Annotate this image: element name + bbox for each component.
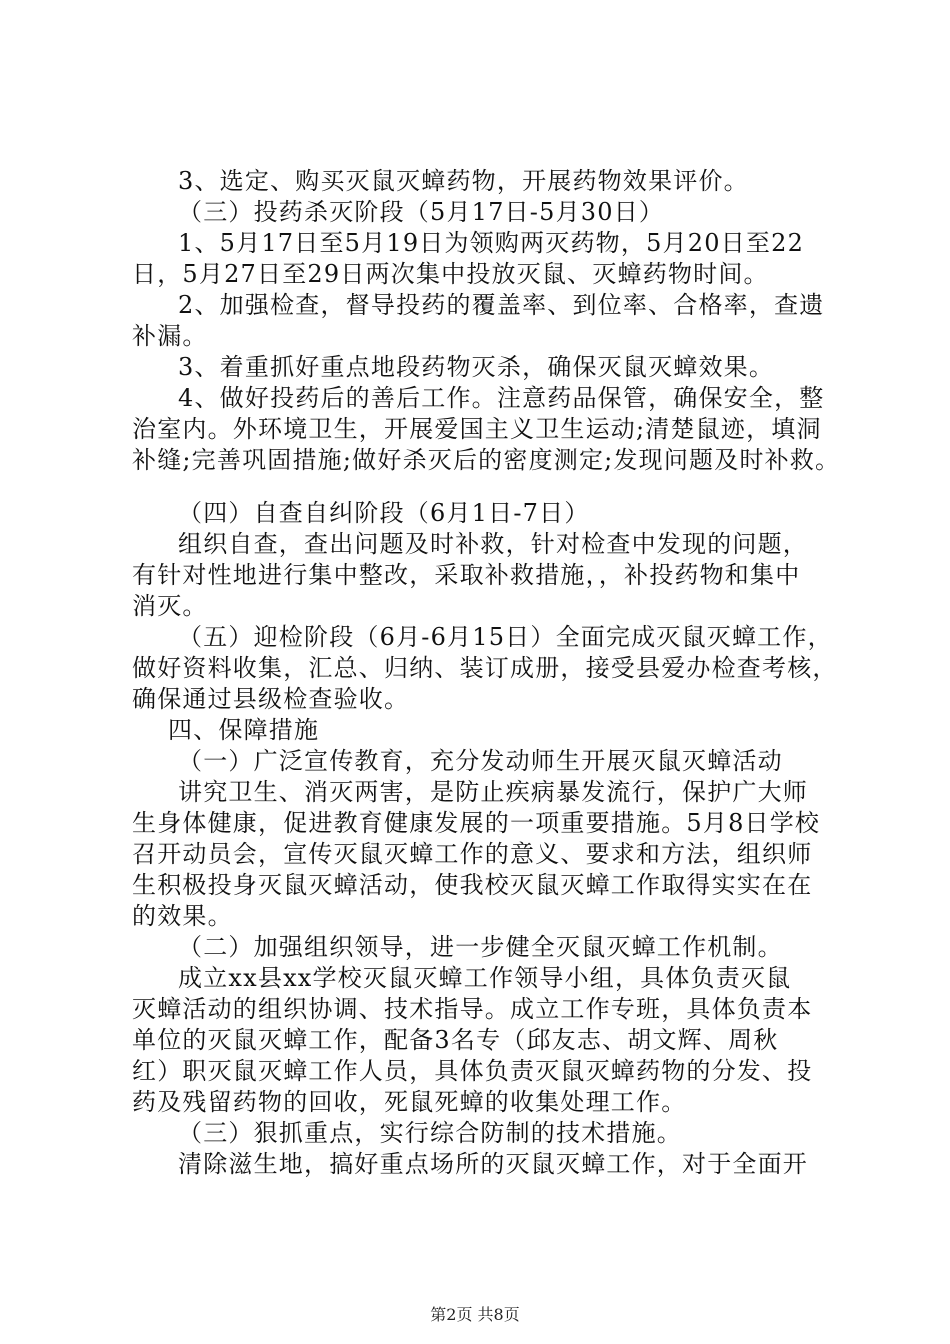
paragraph-line: 1、5月17日至5月19日为领购两灭药物，5月20日至22 — [178, 229, 805, 257]
section-heading: 四、保障措施 — [168, 716, 320, 744]
paragraph-line: 4、做好投药后的善后工作。注意药品保管，确保安全，整 — [178, 384, 825, 412]
paragraph-line: 做好资料收集，汇总、归纳、装订成册，接受县爱办检查考核， — [132, 654, 838, 682]
section-heading: （五）迎检阶段（6月-6月15日）全面完成灭鼠灭蟑工作， — [178, 623, 833, 651]
paragraph-line: 红）职灭鼠灭蟑工作人员，具体负责灭鼠灭蟑药物的分发、投 — [132, 1057, 813, 1085]
document-body — [132, 166, 841, 1180]
paragraph-line: 药及残留药物的回收，死鼠死蟑的收集处理工作。 — [132, 1088, 687, 1116]
section-heading: （三）投药杀灭阶段（5月17日-5月30日） — [178, 198, 665, 226]
paragraph-line: 2、加强检查，督导投药的覆盖率、到位率、合格率，查遗 — [178, 291, 825, 319]
paragraph-line: 召开动员会，宣传灭鼠灭蟑工作的意义、要求和方法，组织师 — [132, 840, 813, 868]
section-heading: （二）加强组织领导，进一步健全灭鼠灭蟑工作机制。 — [178, 933, 783, 961]
paragraph-line: 生积极投身灭鼠灭蟑活动，使我校灭鼠灭蟑工作取得实实在在 — [132, 871, 813, 899]
paragraph-line: 讲究卫生、消灭两害，是防止疾病暴发流行，保护广大师 — [178, 778, 808, 806]
section-heading: （四）自查自纠阶段（6月1日-7日） — [178, 499, 590, 527]
paragraph-line: 确保通过县级检查验收。 — [132, 685, 410, 713]
paragraph-line: 补缝;完善巩固措施;做好杀灭后的密度测定;发现问题及时补救。 — [132, 446, 841, 474]
section-heading: （三）狠抓重点，实行综合防制的技术措施。 — [178, 1119, 682, 1147]
page-footer: 第2页 共8页 — [430, 1305, 520, 1324]
paragraph-line: 3、着重抓好重点地段药物灭杀，确保灭鼠灭蟑效果。 — [178, 353, 775, 381]
paragraph-line: 清除滋生地，搞好重点场所的灭鼠灭蟑工作，对于全面开 — [178, 1150, 808, 1178]
paragraph-line: 单位的灭鼠灭蟑工作，配备3名专（邱友志、胡文辉、周秋 — [132, 1026, 779, 1054]
paragraph-line: 有针对性地进行集中整改，采取补救措施，，补投药物和集中 — [132, 561, 801, 589]
paragraph-line: 成立xx县xx学校灭鼠灭蟑工作领导小组，具体负责灭鼠 — [178, 964, 792, 992]
paragraph-line: 日，5月27日至29日两次集中投放灭鼠、灭蟑药物时间。 — [132, 260, 769, 288]
paragraph-line: 3、选定、购买灭鼠灭蟑药物，开展药物效果评价。 — [178, 167, 749, 195]
paragraph-line: 治室内。外环境卫生，开展爱国主义卫生运动;清楚鼠迹，填洞 — [132, 415, 822, 443]
paragraph-line: 的效果。 — [132, 902, 233, 930]
section-heading: （一）广泛宣传教育，充分发动师生开展灭鼠灭蟑活动 — [178, 747, 783, 775]
paragraph-spacer — [132, 476, 837, 498]
paragraph-line: 组织自查，查出问题及时补救，针对检查中发现的问题， — [178, 530, 808, 558]
paragraph-line: 灭蟑活动的组织协调、技术指导。成立工作专班，具体负责本 — [132, 995, 813, 1023]
paragraph-line: 消灭。 — [132, 592, 208, 620]
paragraph-line: 生身体健康，促进教育健康发展的一项重要措施。5月8日学校 — [132, 809, 821, 837]
paragraph-line: 补漏。 — [132, 322, 208, 350]
